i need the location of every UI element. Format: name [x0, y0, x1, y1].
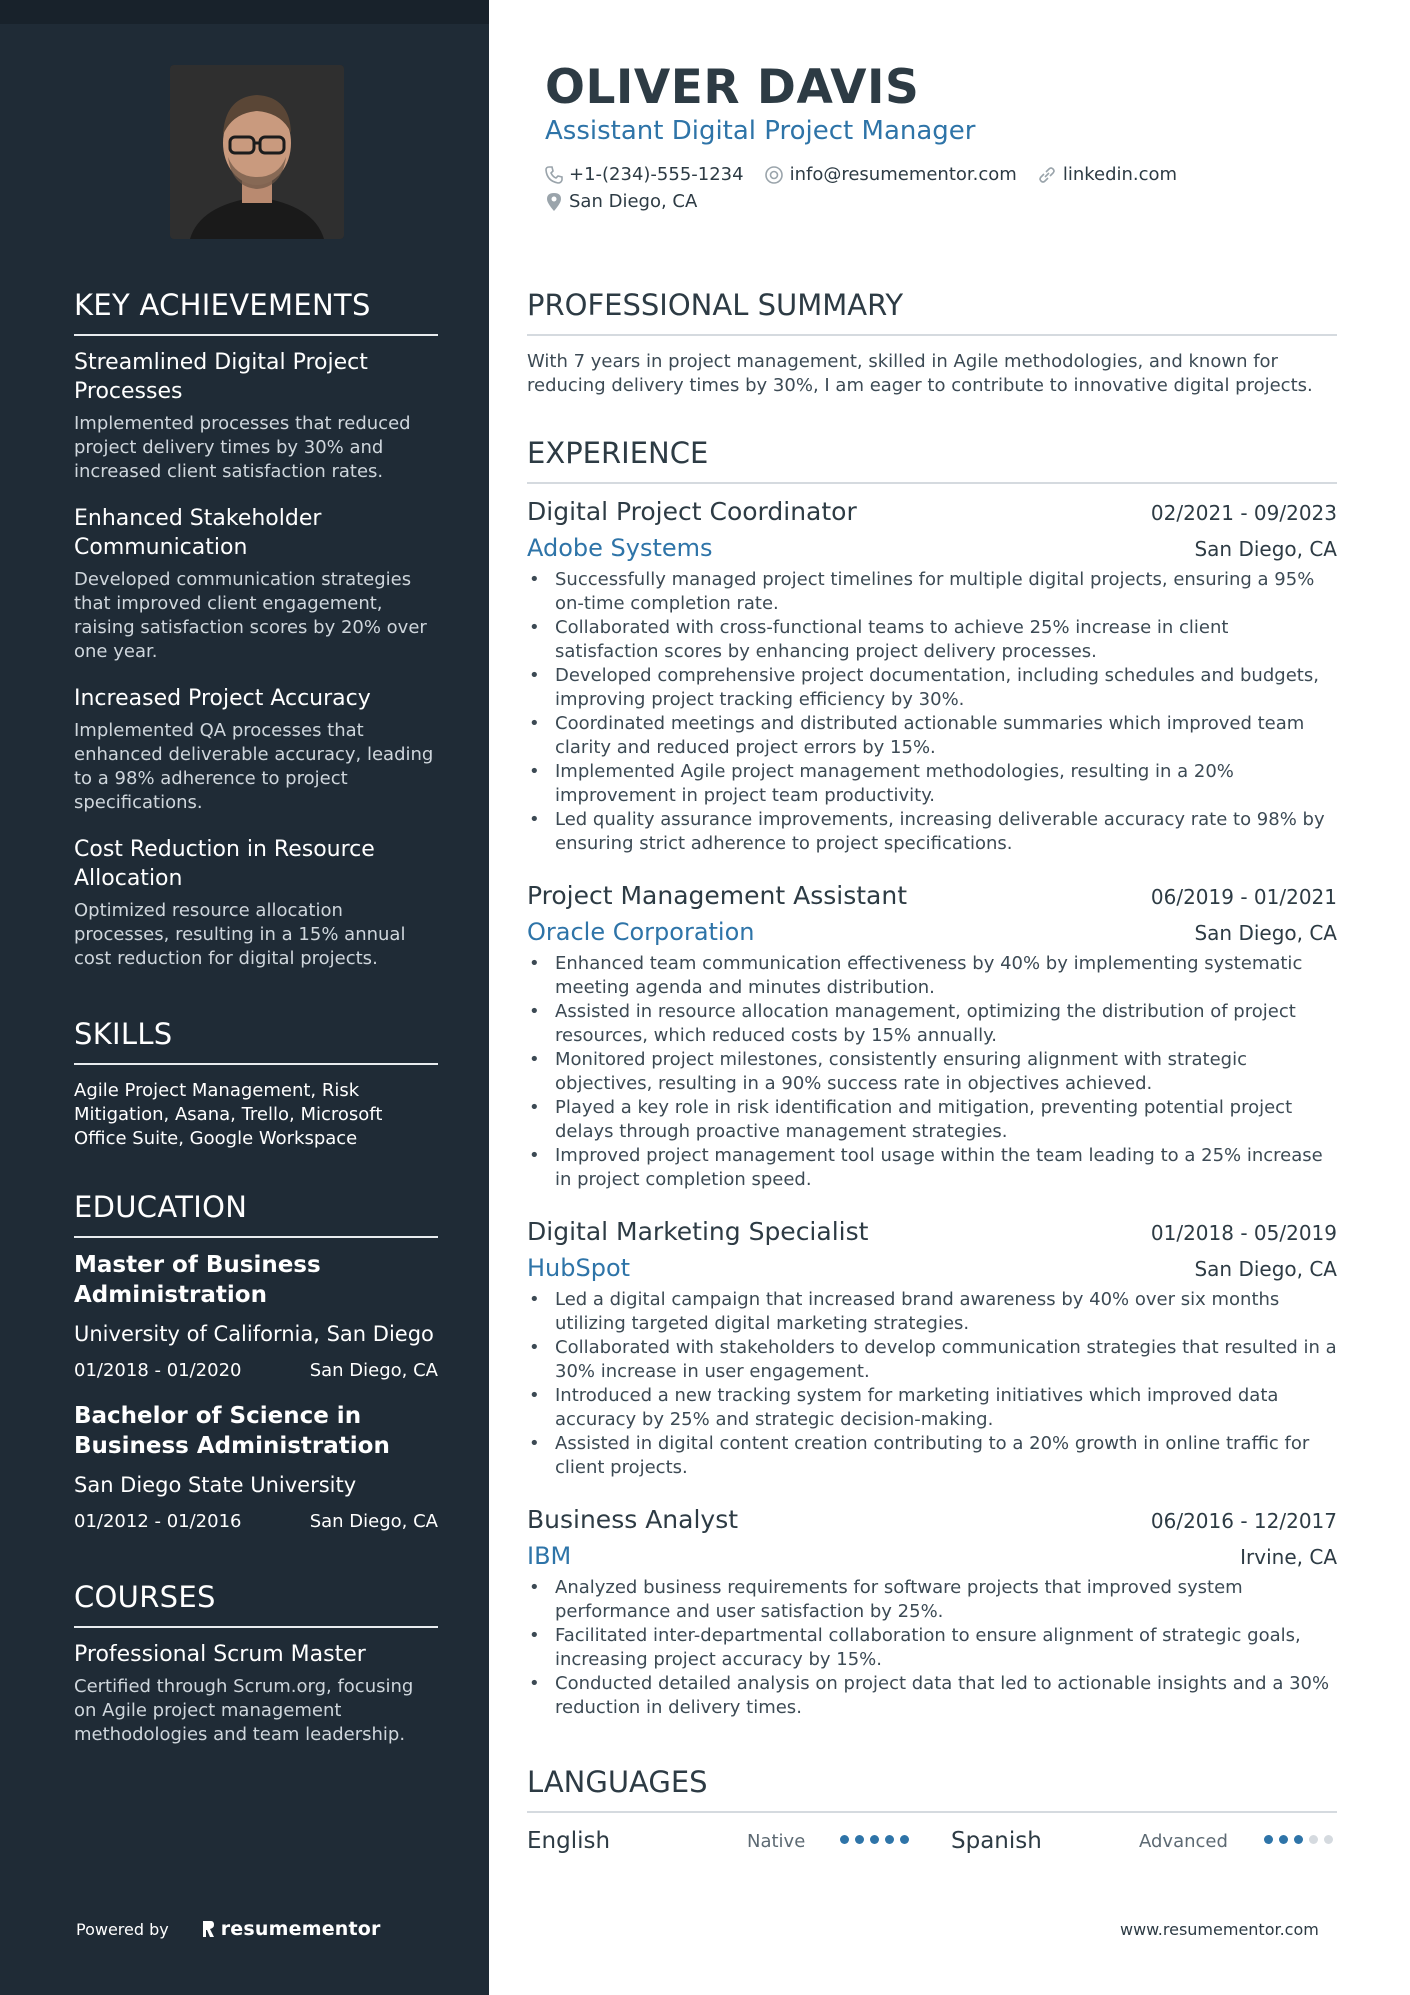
- experience-heading: EXPERIENCE: [527, 436, 1337, 484]
- brand-name: resumementor: [220, 1918, 381, 1940]
- sidebar: [0, 0, 489, 1995]
- job-role: Digital Marketing Specialist: [527, 1217, 869, 1246]
- skills-list: Agile Project Management, Risk Mitigation, Asana, Trello, Microsoft Office Suite, Google Workspace: [74, 1080, 383, 1149]
- job-bullet: • Introduced a new tracking system for marketing initiatives which improved data accuracy by 25% and strategic decision-making.: [527, 1384, 1337, 1432]
- linkedin-contact[interactable]: [1037, 164, 1177, 185]
- email-contact[interactable]: [764, 164, 1017, 185]
- job-bullet: • Implemented Agile project management methodologies, resulting in a 20% improvement in project team productivity.: [527, 760, 1337, 808]
- rating-dot-filled: [1279, 1835, 1288, 1844]
- rating-dot-filled: [1264, 1835, 1273, 1844]
- education-section: [74, 1190, 438, 1532]
- achievement-desc: Developed communication strategies that improved client engagement, raising satisfaction scores by 20% over one year.: [74, 569, 427, 662]
- job-bullet: • Led a digital campaign that increased brand awareness by 40% over six months utilizing targeted digital marketing strategies.: [527, 1288, 1337, 1336]
- achievement-title: Increased Project Accuracy: [74, 686, 371, 711]
- job-company: Oracle Corporation: [527, 918, 755, 946]
- achievement-desc: Implemented QA processes that enhanced deliverable accuracy, leading to a 98% adherence to project specifications.: [74, 720, 434, 813]
- job-bullets: [527, 1288, 1337, 1480]
- link-icon: [1037, 165, 1057, 185]
- job-bullet: • Conducted detailed analysis on project data that led to actionable insights and a 30% reduction in delivery times.: [527, 1672, 1337, 1720]
- job-header: [527, 1505, 1337, 1534]
- achievement-desc: Optimized resource allocation processes, resulting in a 15% annual cost reduction for digital projects.: [74, 900, 406, 969]
- job-subheader: [527, 1542, 1337, 1570]
- education-degree: Bachelor of Science in Business Administration: [74, 1403, 390, 1459]
- job-bullet: • Led quality assurance improvements, increasing deliverable accuracy rate to 98% by ensuring strict adherence to project specifications.: [527, 808, 1337, 856]
- job-entry: [527, 1505, 1337, 1720]
- job-bullet: • Collaborated with cross-functional teams to achieve 25% increase in client satisfaction scores by enhancing project delivery processes.: [527, 616, 1337, 664]
- achievements-section: [74, 288, 438, 971]
- job-bullet: • Facilitated inter-departmental collaboration to ensure alignment of strategic goals, increasing project accuracy by 15%.: [527, 1624, 1337, 1672]
- skills-heading: SKILLS: [74, 1017, 438, 1065]
- education-heading: EDUCATION: [74, 1190, 438, 1238]
- at-icon: [764, 165, 784, 185]
- job-header: [527, 497, 1337, 526]
- job-bullets: [527, 568, 1337, 856]
- phone-contact: [545, 164, 744, 185]
- job-entry: [527, 881, 1337, 1192]
- achievement-title: Streamlined Digital Project Processes: [74, 350, 368, 404]
- rating-dot-filled: [870, 1835, 879, 1844]
- languages-heading: LANGUAGES: [527, 1765, 1337, 1813]
- job-bullet: • Coordinated meetings and distributed actionable summaries which improved team clarity and reduced project errors by 15%.: [527, 712, 1337, 760]
- rating-dot-filled: [855, 1835, 864, 1844]
- job-subheader: [527, 1254, 1337, 1282]
- job-company: Adobe Systems: [527, 534, 713, 562]
- job-location: San Diego, CA: [1194, 1257, 1337, 1281]
- job-bullet: • Collaborated with stakeholders to develop communication strategies that resulted in a 30% increase in user engagement.: [527, 1336, 1337, 1384]
- education-dates: 01/2018 - 01/2020: [74, 1360, 242, 1381]
- job-bullets: [527, 1576, 1337, 1720]
- rating-dot-filled: [840, 1835, 849, 1844]
- job-role: Digital Project Coordinator: [527, 497, 857, 526]
- job-company: IBM: [527, 1542, 572, 1570]
- email-text[interactable]: info@resumementor.com: [789, 164, 1017, 185]
- phone-text: +1-(234)-555-1234: [569, 164, 744, 185]
- summary-text: With 7 years in project management, skilled in Agile methodologies, and known for reducing delivery times by 30%, I am eager to contribute to innovative digital projects.: [527, 351, 1313, 396]
- job-header: [527, 881, 1337, 910]
- job-role: Project Management Assistant: [527, 881, 908, 910]
- language-rating: [840, 1835, 915, 1844]
- rating-dot-filled: [1294, 1835, 1303, 1844]
- job-subheader: [527, 534, 1337, 562]
- contact-row-2: [545, 191, 717, 212]
- candidate-title: Assistant Digital Project Manager: [545, 116, 976, 146]
- education-degree: Master of Business Administration: [74, 1252, 321, 1308]
- footer-url[interactable]: www.resumementor.com: [1120, 1920, 1319, 1939]
- languages-row: [527, 1823, 1337, 1859]
- resumementor-logo-icon: [201, 1919, 215, 1939]
- contact-row-1: [545, 164, 1197, 185]
- education-school: San Diego State University: [74, 1473, 357, 1497]
- job-bullet: • Developed comprehensive project documentation, including schedules and budgets, improving project tracking efficiency by 30%.: [527, 664, 1337, 712]
- education-meta: [74, 1511, 438, 1532]
- job-bullet: • Analyzed business requirements for software projects that improved system performance and user satisfaction by 25%.: [527, 1576, 1337, 1624]
- education-location: San Diego, CA: [309, 1511, 438, 1532]
- courses-heading: COURSES: [74, 1580, 438, 1628]
- job-header: [527, 1217, 1337, 1246]
- brand-logo: [201, 1918, 381, 1940]
- education-school: University of California, San Diego: [74, 1322, 434, 1346]
- location-contact: [545, 191, 697, 212]
- education-dates: 01/2012 - 01/2016: [74, 1511, 242, 1532]
- job-bullets: [527, 952, 1337, 1192]
- job-entry: [527, 497, 1337, 856]
- job-subheader: [527, 918, 1337, 946]
- language-level: Advanced: [1139, 1831, 1228, 1852]
- job-bullet: • Assisted in digital content creation contributing to a 20% growth in online traffic for client projects.: [527, 1432, 1337, 1480]
- job-bullet: • Successfully managed project timelines for multiple digital projects, ensuring a 95% on-time completion rate.: [527, 568, 1337, 616]
- candidate-name: OLIVER DAVIS: [545, 60, 920, 115]
- job-dates: 06/2016 - 12/2017: [1150, 1509, 1337, 1533]
- job-bullet: • Monitored project milestones, consistently ensuring alignment with strategic objectives, resulting in a 90% success rate in objectives achieved.: [527, 1048, 1337, 1096]
- powered-by: [76, 1918, 381, 1940]
- course-desc: Certified through Scrum.org, focusing on Agile project management methodologies and team leadership.: [74, 1676, 414, 1745]
- linkedin-text[interactable]: linkedin.com: [1062, 164, 1178, 185]
- achievement-desc: Implemented processes that reduced project delivery times by 30% and increased client satisfaction rates.: [74, 413, 411, 482]
- job-bullet: • Played a key role in risk identification and mitigation, preventing potential project delays through proactive management strategies.: [527, 1096, 1337, 1144]
- achievement-title: Enhanced Stakeholder Communication: [74, 506, 322, 560]
- education-meta: [74, 1360, 438, 1381]
- courses-section: [74, 1580, 438, 1747]
- job-location: Irvine, CA: [1240, 1545, 1337, 1569]
- achievement-title: Cost Reduction in Resource Allocation: [74, 837, 375, 891]
- language-item: [951, 1823, 1042, 1859]
- powered-by-label: Powered by: [76, 1919, 169, 1939]
- language-rating: [1264, 1835, 1339, 1844]
- course-title: Professional Scrum Master: [74, 1642, 366, 1667]
- location-text: San Diego, CA: [569, 191, 698, 212]
- language-item: [527, 1823, 610, 1859]
- job-bullet: • Assisted in resource allocation management, optimizing the distribution of project resources, which reduced costs by 15% annually.: [527, 1000, 1337, 1048]
- job-dates: 06/2019 - 01/2021: [1150, 885, 1337, 909]
- language-name: English: [527, 1828, 611, 1854]
- phone-icon: [545, 166, 563, 184]
- rating-dot-empty: [1309, 1835, 1318, 1844]
- job-bullet: • Enhanced team communication effectiveness by 40% by implementing systematic meeting agenda and minutes distribution.: [527, 952, 1337, 1000]
- rating-dot-empty: [1324, 1835, 1333, 1844]
- language-name: Spanish: [951, 1828, 1042, 1854]
- rating-dot-filled: [885, 1835, 894, 1844]
- job-location: San Diego, CA: [1194, 921, 1337, 945]
- language-level: Native: [747, 1831, 806, 1852]
- job-dates: 02/2021 - 09/2023: [1150, 501, 1337, 525]
- profile-photo: [170, 65, 344, 239]
- rating-dot-filled: [900, 1835, 909, 1844]
- job-dates: 01/2018 - 05/2019: [1150, 1221, 1337, 1245]
- job-company: HubSpot: [527, 1254, 631, 1282]
- location-pin-icon: [545, 192, 563, 212]
- achievements-heading: KEY ACHIEVEMENTS: [74, 288, 438, 336]
- education-location: San Diego, CA: [309, 1360, 438, 1381]
- sidebar-top-band: [0, 0, 489, 24]
- job-role: Business Analyst: [527, 1505, 739, 1534]
- job-location: San Diego, CA: [1194, 537, 1337, 561]
- summary-heading: PROFESSIONAL SUMMARY: [527, 288, 1337, 336]
- job-bullet: • Improved project management tool usage within the team leading to a 25% increase in project completion speed.: [527, 1144, 1337, 1192]
- job-entry: [527, 1217, 1337, 1480]
- skills-section: [74, 1017, 438, 1151]
